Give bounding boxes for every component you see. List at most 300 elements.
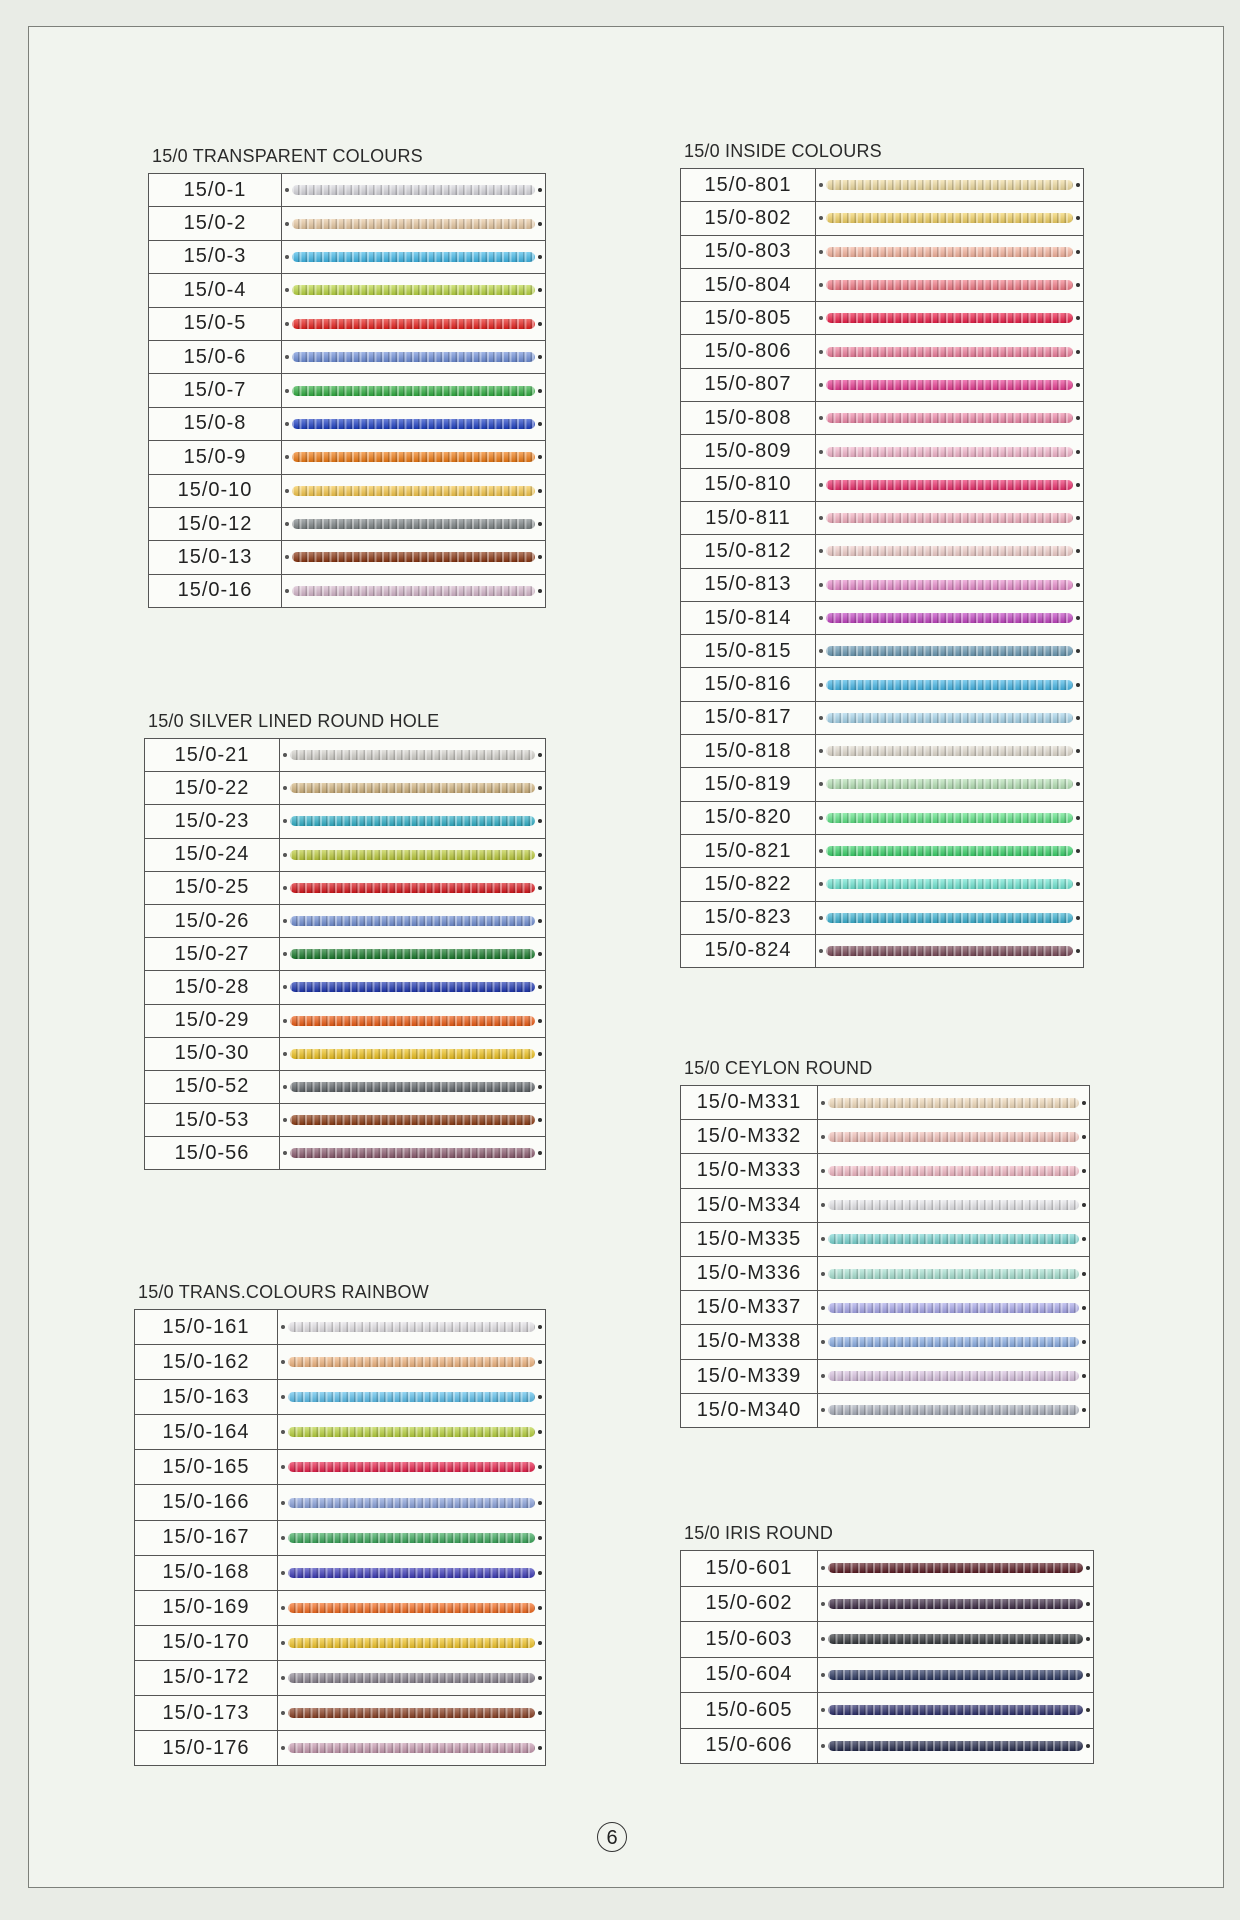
bead-strand [292,419,535,429]
bead-row [681,1222,1090,1256]
bead-swatch-cell [816,335,1084,368]
bead-strand [292,319,535,329]
bead-code: 15/0-12 [149,507,282,540]
bead-row [681,1622,1094,1658]
bead-strand [292,586,535,596]
bead-swatch-cell [280,871,546,904]
bead-swatch-cell [280,1037,546,1070]
bead-code: 15/0-819 [681,768,816,801]
bead-swatch-cell [816,668,1084,701]
bead-code: 15/0-M337 [681,1291,818,1325]
bead-row [681,701,1084,734]
bead-swatch-cell [280,838,546,871]
bead-row [145,1037,546,1070]
bead-row [145,1070,546,1103]
bead-code: 15/0-M336 [681,1256,818,1290]
bead-row [681,735,1084,768]
bead-strand [292,519,535,529]
bead-row [681,1291,1090,1325]
bead-strand [288,1603,535,1613]
bead-code: 15/0-805 [681,302,816,335]
bead-swatch-cell [280,772,546,805]
bead-code: 15/0-52 [145,1070,280,1103]
bead-swatch-cell [278,1590,546,1625]
bead-code: 15/0-164 [135,1415,278,1450]
bead-swatch-cell [282,340,546,373]
bead-strand [826,413,1073,423]
bead-swatch-cell [280,1070,546,1103]
bead-strand [290,850,535,860]
bead-row [681,868,1084,901]
bead-strand [826,913,1073,923]
bead-strand [828,1599,1083,1609]
bead-code: 15/0-808 [681,402,816,435]
bead-code: 15/0-3 [149,240,282,273]
bead-code: 15/0-M332 [681,1120,818,1154]
bead-swatch-cell [816,868,1084,901]
bead-strand [826,480,1073,490]
bead-strand [292,486,535,496]
bead-row [681,635,1084,668]
bead-swatch-cell [818,1586,1094,1622]
bead-row [145,1137,546,1170]
bead-row [135,1696,546,1731]
bead-strand [826,513,1073,523]
bead-swatch-cell [816,901,1084,934]
bead-swatch-cell [818,1393,1090,1427]
bead-row [145,904,546,937]
bead-swatch-cell [816,535,1084,568]
bead-code: 15/0-56 [145,1137,280,1170]
bead-row [145,739,546,772]
bead-swatch-cell [818,1325,1090,1359]
bead-strand [826,779,1073,789]
section-title: 15/0 IRIS ROUND [684,1523,834,1543]
bead-swatch-cell [816,169,1084,202]
bead-swatch-cell [282,541,546,574]
bead-strand [292,185,535,195]
bead-row [681,235,1084,268]
bead-swatch-cell [816,235,1084,268]
bead-code: 15/0-M335 [681,1222,818,1256]
bead-row [681,768,1084,801]
bead-code: 15/0-167 [135,1520,278,1555]
bead-code: 15/0-28 [145,971,280,1004]
bead-row [149,174,546,207]
bead-row [681,901,1084,934]
bead-swatch-cell [282,507,546,540]
bead-code: 15/0-27 [145,938,280,971]
bead-swatch-cell [816,501,1084,534]
bead-swatch-cell [818,1222,1090,1256]
bead-row [681,335,1084,368]
bead-row [145,772,546,805]
bead-strand [828,1670,1083,1680]
bead-row [681,1120,1090,1154]
bead-strand [290,1049,535,1059]
bead-row [145,805,546,838]
bead-row [149,474,546,507]
bead-code: 15/0-809 [681,435,816,468]
bead-code: 15/0-6 [149,340,282,373]
bead-swatch-cell [818,1622,1094,1658]
bead-row [681,501,1084,534]
bead-strand [288,1392,535,1402]
bead-code: 15/0-170 [135,1625,278,1660]
bead-code: 15/0-26 [145,904,280,937]
bead-row [681,1086,1090,1120]
bead-code: 15/0-162 [135,1345,278,1380]
bead-swatch-cell [818,1188,1090,1222]
bead-code: 15/0-M340 [681,1393,818,1427]
bead-swatch-cell [278,1696,546,1731]
bead-row [145,1004,546,1037]
bead-code: 15/0-165 [135,1450,278,1485]
bead-code: 15/0-813 [681,568,816,601]
bead-swatch-cell [280,805,546,838]
bead-strand [290,750,535,760]
bead-row [135,1310,546,1345]
bead-strand [290,883,535,893]
section-transparent-colours [148,146,546,608]
bead-swatch-cell [816,768,1084,801]
bead-row [145,971,546,1004]
bead-row [149,507,546,540]
bead-strand [828,1337,1079,1347]
bead-code: 15/0-25 [145,871,280,904]
bead-row [149,340,546,373]
bead-row [145,838,546,871]
bead-strand [288,1638,535,1648]
bead-swatch-cell [282,407,546,440]
bead-row [135,1415,546,1450]
bead-code: 15/0-21 [145,739,280,772]
bead-row [681,435,1084,468]
bead-swatch-cell [818,1359,1090,1393]
bead-strand [826,347,1073,357]
bead-code: 15/0-7 [149,374,282,407]
bead-code: 15/0-10 [149,474,282,507]
bead-strand [826,280,1073,290]
bead-swatch-cell [280,938,546,971]
section-trans-colours-rainbow [134,1282,546,1766]
bead-row [681,1728,1094,1764]
bead-strand [288,1357,535,1367]
bead-strand [826,746,1073,756]
bead-code: 15/0-601 [681,1551,818,1587]
section-title: 15/0 TRANS.COLOURS RAINBOW [138,1282,429,1302]
bead-swatch-cell [816,468,1084,501]
bead-row [681,601,1084,634]
bead-swatch-cell [816,601,1084,634]
bead-row [681,1256,1090,1290]
bead-table [680,1085,1090,1428]
bead-row [145,871,546,904]
section-title: 15/0 SILVER LINED ROUND HOLE [148,711,440,731]
bead-swatch-cell [278,1380,546,1415]
bead-swatch-cell [816,302,1084,335]
bead-swatch-cell [282,474,546,507]
bead-strand [826,713,1073,723]
bead-strand [292,386,535,396]
bead-row [681,302,1084,335]
bead-strand [290,982,535,992]
bead-code: 15/0-5 [149,307,282,340]
section-ceylon-round [680,1058,1090,1428]
bead-row [681,668,1084,701]
bead-strand [290,916,535,926]
bead-code: 15/0-823 [681,901,816,934]
bead-code: 15/0-817 [681,701,816,734]
bead-strand [288,1427,535,1437]
bead-table [680,168,1084,968]
bead-code: 15/0-161 [135,1310,278,1345]
bead-swatch-cell [282,174,546,207]
bead-row [145,938,546,971]
bead-strand [288,1533,535,1543]
bead-swatch-cell [818,1120,1090,1154]
bead-code: 15/0-822 [681,868,816,901]
bead-swatch-cell [818,1291,1090,1325]
bead-strand [290,1148,535,1158]
bead-strand [828,1098,1079,1108]
bead-strand [826,313,1073,323]
bead-strand [292,285,535,295]
bead-strand [826,447,1073,457]
bead-code: 15/0-806 [681,335,816,368]
bead-strand [292,452,535,462]
bead-swatch-cell [280,971,546,1004]
bead-code: 15/0-604 [681,1657,818,1693]
bead-strand [290,783,535,793]
bead-row [681,402,1084,435]
bead-row [681,1188,1090,1222]
bead-code: 15/0-812 [681,535,816,568]
bead-code: 15/0-163 [135,1380,278,1415]
bead-row [681,1586,1094,1622]
bead-row [681,568,1084,601]
bead-strand [826,180,1073,190]
bead-code: 15/0-53 [145,1104,280,1137]
bead-row [135,1731,546,1766]
bead-code: 15/0-M338 [681,1325,818,1359]
bead-code: 15/0-802 [681,202,816,235]
bead-strand [290,816,535,826]
bead-strand [828,1132,1079,1142]
bead-code: 15/0-820 [681,801,816,834]
bead-strand [288,1673,535,1683]
bead-swatch-cell [278,1485,546,1520]
bead-code: 15/0-606 [681,1728,818,1764]
bead-row [135,1380,546,1415]
bead-swatch-cell [816,934,1084,967]
bead-row [149,374,546,407]
bead-code: 15/0-1 [149,174,282,207]
bead-row [681,934,1084,967]
bead-code: 15/0-603 [681,1622,818,1658]
bead-row [135,1555,546,1590]
bead-code: 15/0-24 [145,838,280,871]
bead-strand [288,1462,535,1472]
bead-row [681,1551,1094,1587]
bead-swatch-cell [280,1137,546,1170]
bead-swatch-cell [278,1625,546,1660]
bead-swatch-cell [816,568,1084,601]
section-title: 15/0 INSIDE COLOURS [684,141,882,161]
bead-table [148,173,546,608]
bead-row [149,541,546,574]
bead-row [135,1450,546,1485]
bead-strand [828,1634,1083,1644]
bead-code: 15/0-4 [149,274,282,307]
bead-swatch-cell [278,1520,546,1555]
bead-swatch-cell [816,735,1084,768]
bead-swatch-cell [278,1415,546,1450]
bead-strand [826,546,1073,556]
bead-code: 15/0-810 [681,468,816,501]
bead-table [680,1550,1094,1764]
bead-row [149,307,546,340]
bead-strand [828,1405,1079,1415]
bead-swatch-cell [282,374,546,407]
bead-strand [828,1166,1079,1176]
bead-swatch-cell [818,1728,1094,1764]
bead-swatch-cell [816,834,1084,867]
bead-code: 15/0-23 [145,805,280,838]
bead-row [681,1154,1090,1188]
bead-swatch-cell [816,402,1084,435]
bead-strand [288,1743,535,1753]
bead-code: 15/0-M333 [681,1154,818,1188]
bead-swatch-cell [278,1345,546,1380]
bead-code: 15/0-821 [681,834,816,867]
bead-strand [826,247,1073,257]
bead-strand [288,1568,535,1578]
bead-row [681,468,1084,501]
bead-row [681,801,1084,834]
bead-row [681,1359,1090,1393]
bead-swatch-cell [816,435,1084,468]
bead-code: 15/0-811 [681,501,816,534]
bead-row [681,1657,1094,1693]
bead-swatch-cell [818,1551,1094,1587]
bead-code: 15/0-29 [145,1004,280,1037]
bead-swatch-cell [282,274,546,307]
bead-strand [826,580,1073,590]
bead-code: 15/0-824 [681,934,816,967]
bead-swatch-cell [282,207,546,240]
bead-table [144,738,546,1170]
bead-code: 15/0-M331 [681,1086,818,1120]
bead-row [681,834,1084,867]
bead-swatch-cell [816,268,1084,301]
bead-row [681,202,1084,235]
bead-strand [828,1234,1079,1244]
bead-row [681,368,1084,401]
bead-code: 15/0-176 [135,1731,278,1766]
bead-strand [828,1371,1079,1381]
bead-swatch-cell [280,904,546,937]
page-number: 6 [597,1822,627,1852]
bead-swatch-cell [816,202,1084,235]
bead-strand [826,846,1073,856]
bead-code: 15/0-166 [135,1485,278,1520]
bead-swatch-cell [278,1310,546,1345]
bead-strand [828,1563,1083,1573]
bead-strand [826,680,1073,690]
bead-swatch-cell [278,1450,546,1485]
bead-code: 15/0-30 [145,1037,280,1070]
bead-swatch-cell [818,1657,1094,1693]
bead-strand [826,879,1073,889]
section-iris-round [680,1523,1094,1764]
bead-row [149,274,546,307]
bead-strand [290,1016,535,1026]
bead-row [135,1590,546,1625]
bead-code: 15/0-2 [149,207,282,240]
section-title: 15/0 TRANSPARENT COLOURS [152,146,423,166]
bead-strand [828,1705,1083,1715]
bead-swatch-cell [816,701,1084,734]
bead-swatch-cell [816,368,1084,401]
bead-strand [292,252,535,262]
bead-strand [292,352,535,362]
bead-row [681,1393,1090,1427]
bead-swatch-cell [278,1555,546,1590]
bead-row [681,169,1084,202]
bead-swatch-cell [280,1104,546,1137]
bead-strand [826,946,1073,956]
bead-strand [828,1269,1079,1279]
bead-code: 15/0-M339 [681,1359,818,1393]
bead-code: 15/0-816 [681,668,816,701]
bead-strand [288,1498,535,1508]
bead-strand [828,1741,1083,1751]
bead-swatch-cell [278,1660,546,1695]
bead-row [135,1485,546,1520]
bead-row [149,407,546,440]
section-silver-lined-round-hole [144,711,546,1170]
bead-code: 15/0-M334 [681,1188,818,1222]
bead-code: 15/0-173 [135,1696,278,1731]
bead-code: 15/0-13 [149,541,282,574]
bead-code: 15/0-818 [681,735,816,768]
bead-table [134,1309,546,1766]
bead-swatch-cell [818,1086,1090,1120]
bead-swatch-cell [816,635,1084,668]
bead-strand [828,1303,1079,1313]
bead-row [149,240,546,273]
bead-row [149,207,546,240]
bead-strand [826,613,1073,623]
bead-swatch-cell [278,1731,546,1766]
bead-row [149,574,546,607]
bead-swatch-cell [818,1693,1094,1729]
bead-code: 15/0-801 [681,169,816,202]
bead-swatch-cell [816,801,1084,834]
bead-swatch-cell [280,739,546,772]
bead-code: 15/0-803 [681,235,816,268]
bead-row [681,1325,1090,1359]
bead-code: 15/0-9 [149,441,282,474]
bead-strand [290,1082,535,1092]
bead-strand [292,219,535,229]
bead-swatch-cell [818,1154,1090,1188]
bead-code: 15/0-22 [145,772,280,805]
section-inside-colours [680,141,1084,968]
bead-swatch-cell [818,1256,1090,1290]
bead-swatch-cell [282,574,546,607]
